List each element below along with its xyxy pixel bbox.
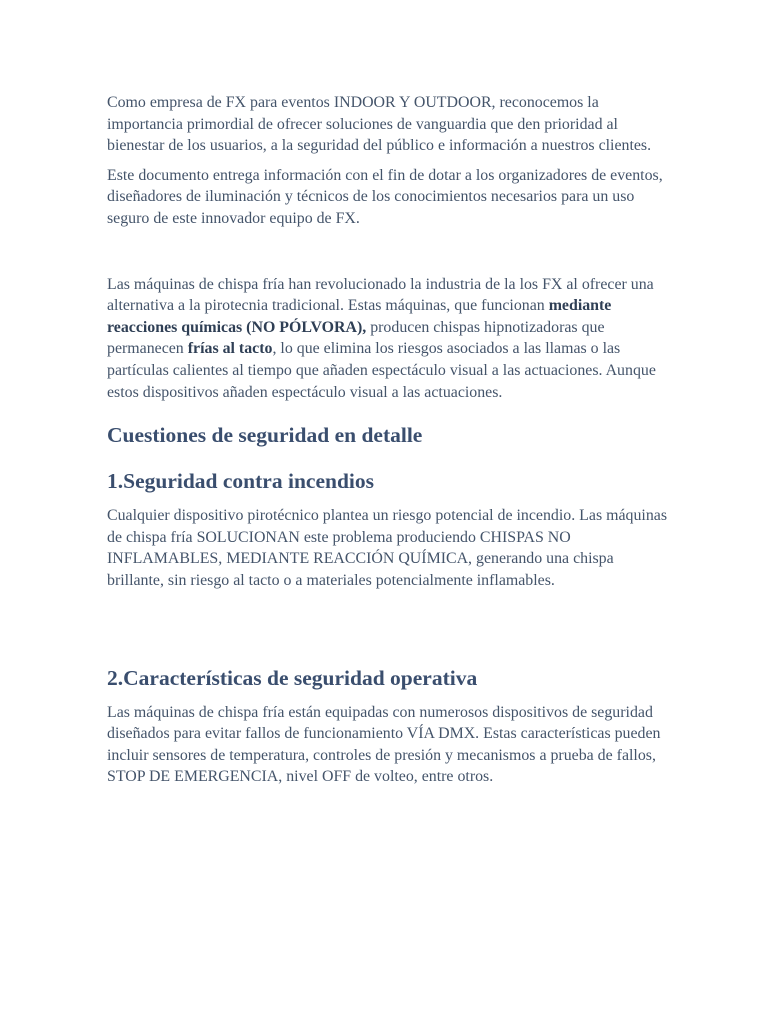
cold-spark-text-b: producen chispas hipnotizadoras que permanecen (107, 318, 605, 358)
chemical-reaction-emphasis: mediante reacciones químicas (NO PÓLVORA), (107, 297, 612, 336)
intro-paragraph-2: Este documento entrega información con el fin de dotar a los organizadores de eventos, diseñadores de iluminación y técnicos de los conocimientos necesarios para un uso seguro de este innovador equipo de FX. (107, 166, 663, 227)
operational-safety-heading: 2.Características de seguridad operativa (107, 665, 478, 690)
fire-safety-heading: 1.Seguridad contra incendios (107, 469, 374, 494)
intro-paragraph-1: Como empresa de FX para eventos INDOOR Y OUTDOOR, reconocemos la importancia primordial de ofrecer soluciones de vanguardia que den prioridad al bienestar de los usuarios, a la seguridad del público e información a nuestros clientes. (107, 94, 652, 155)
cold-touch-emphasis: frías al tacto (187, 340, 273, 358)
fire-safety-paragraph: Cualquier dispositivo pirotécnico plantea un riesgo potencial de incendio. Las máquinas de chispa fría SOLUCIONAN este problema produciendo CHISPAS NO INFLAMABLES, MEDIANTE REACCIÓN QUÍMICA, generando una chispa brillante, sin riesgo al tacto o a materiales potencialmente inflamables. (107, 507, 667, 589)
operational-safety-paragraph: Las máquinas de chispa fría están equipadas con numerosos dispositivos de seguridad diseñados para evitar fallos de funcionamiento VÍA DMX. Estas características pueden incluir sensores de temperatura, controles de presión y mecanismos a prueba de fallos, STOP DE EMERGENCIA, nivel OFF de volteo, entre otros. (107, 703, 661, 786)
safety-details-heading: Cuestiones de seguridad en detalle (107, 423, 423, 448)
cold-spark-text-c: , lo que elimina los riesgos asociados a las llamas o las partículas calientes al tiempo que añaden espectáculo visual a las actuaciones. Aunque estos dispositivos añaden espectáculo visual a las actuaciones. (107, 340, 656, 401)
cold-spark-text-a: Las máquinas de chispa fría han revolucionado la industria de la los FX al ofrecer una alternativa a la pirotecnia tradicional. Estas máquinas, que funcionan (107, 275, 654, 315)
cold-spark-paragraph (107, 274, 668, 404)
